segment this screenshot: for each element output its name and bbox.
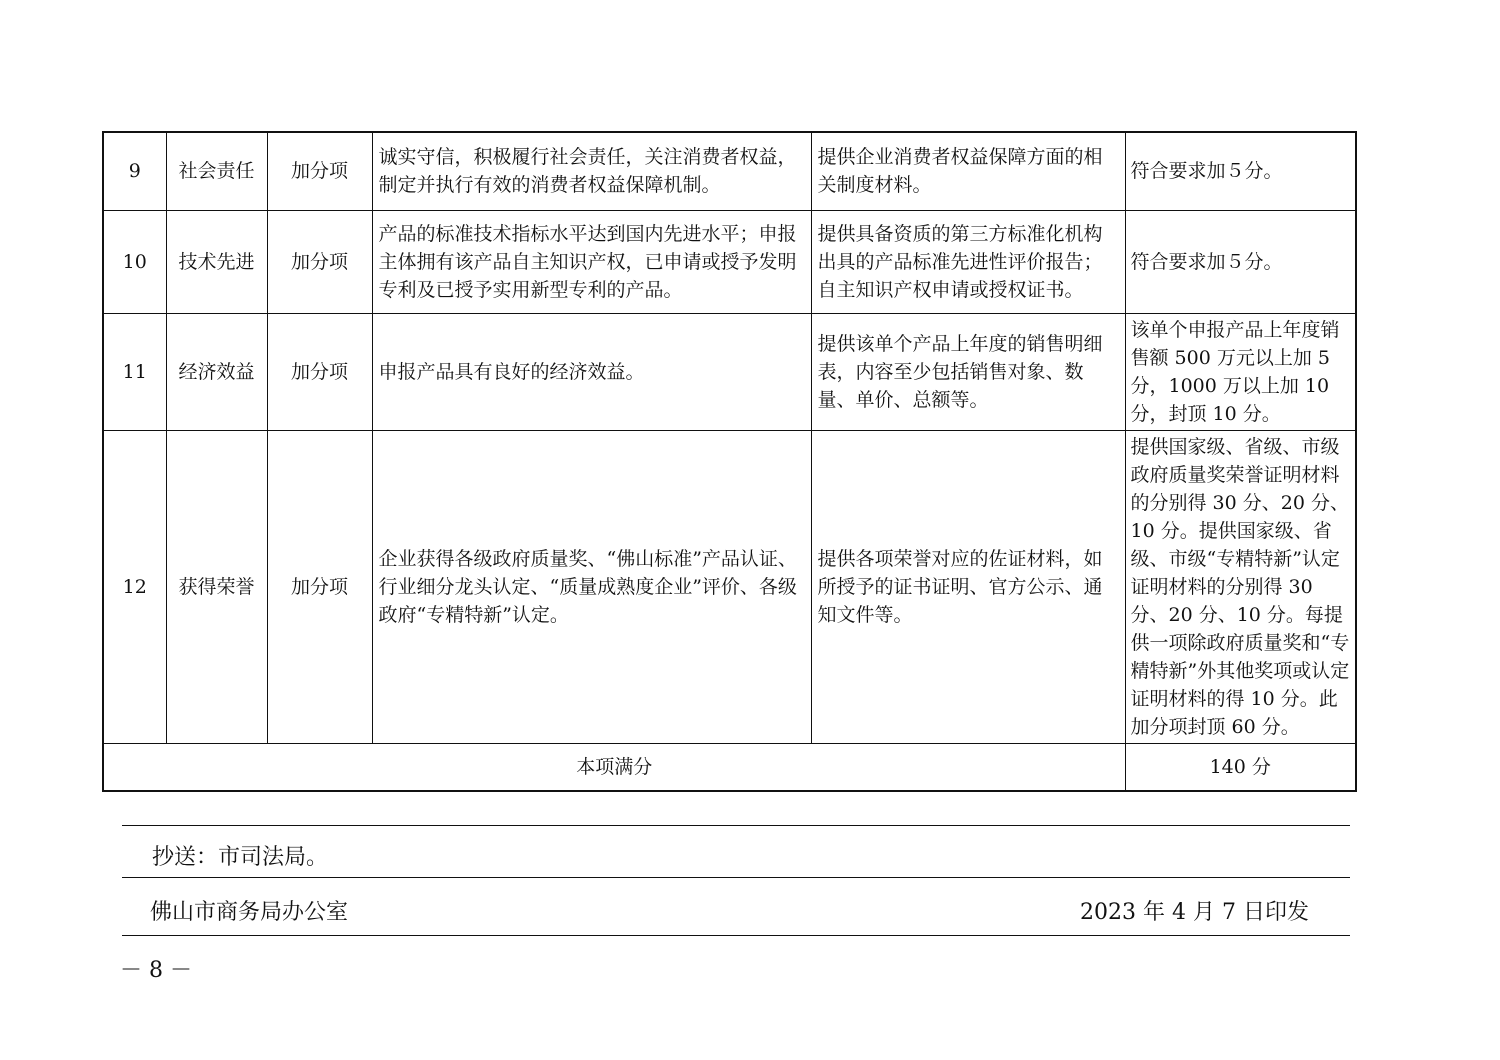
scoring-table (102, 131, 1357, 792)
total-row (103, 743, 1356, 791)
row-number: 9 (103, 132, 166, 210)
table-row (103, 210, 1356, 313)
item-description: 诚实守信，积极履行社会责任，关注消费者权益，制定并执行有效的消费者权益保障机制。 (372, 132, 811, 210)
row-number: 12 (103, 430, 166, 743)
item-materials: 提供具备资质的第三方标准化机构出具的产品标准先进性评价报告；自主知识产权申请或授权证书。 (811, 210, 1125, 313)
footer-middle-rule (122, 877, 1350, 878)
item-type: 加分项 (267, 430, 372, 743)
item-materials: 提供该单个产品上年度的销售明细表，内容至少包括销售对象、数量、单价、总额等。 (811, 313, 1125, 430)
issue-date: 2023 年 4 月 7 日印发 (1080, 900, 1309, 925)
item-description: 申报产品具有良好的经济效益。 (372, 313, 811, 430)
row-number: 11 (103, 313, 166, 430)
table-row (103, 132, 1356, 210)
item-description: 产品的标准技术指标水平达到国内先进水平；申报主体拥有该产品自主知识产权，已申请或授予发明专利及已授予实用新型专利的产品。 (372, 210, 811, 313)
total-label: 本项满分 (103, 743, 1125, 791)
item-score: 符合要求加５分。 (1125, 132, 1356, 210)
item-name: 获得荣誉 (166, 430, 267, 743)
item-score: 提供国家级、省级、市级政府质量奖荣誉证明材料的分别得 30 分、20 分、10 分。提供国家级、省级、市级“专精特新”认定证明材料的分别得 30 分、20 分、10 分。每提供一项除政府质量奖和“专精特新”外其他奖项或认定证明材料的得 10 分。此加分项封顶 60 分。 (1125, 430, 1356, 743)
item-type: 加分项 (267, 210, 372, 313)
item-score: 符合要求加５分。 (1125, 210, 1356, 313)
item-materials: 提供企业消费者权益保障方面的相关制度材料。 (811, 132, 1125, 210)
page-number: － 8 － (120, 958, 192, 983)
item-description: 企业获得各级政府质量奖、“佛山标准”产品认证、行业细分龙头认定、“质量成熟度企业”评价、各级政府“专精特新”认定。 (372, 430, 811, 743)
footer-top-rule (122, 825, 1350, 826)
item-materials: 提供各项荣誉对应的佐证材料，如所授予的证书证明、官方公示、通知文件等。 (811, 430, 1125, 743)
item-score: 该单个申报产品上年度销售额 500 万元以上加 5 分，1000 万以上加 10 分，封顶 10 分。 (1125, 313, 1356, 430)
item-name: 技术先进 (166, 210, 267, 313)
footer-bottom-rule (122, 935, 1350, 936)
item-type: 加分项 (267, 132, 372, 210)
item-type: 加分项 (267, 313, 372, 430)
cc-line: 抄送：市司法局。 (152, 845, 329, 870)
total-value: 140 分 (1125, 743, 1356, 791)
item-name: 经济效益 (166, 313, 267, 430)
issuing-office: 佛山市商务局办公室 (150, 900, 349, 925)
table-row (103, 313, 1356, 430)
table-row (103, 430, 1356, 743)
item-name: 社会责任 (166, 132, 267, 210)
row-number: 10 (103, 210, 166, 313)
